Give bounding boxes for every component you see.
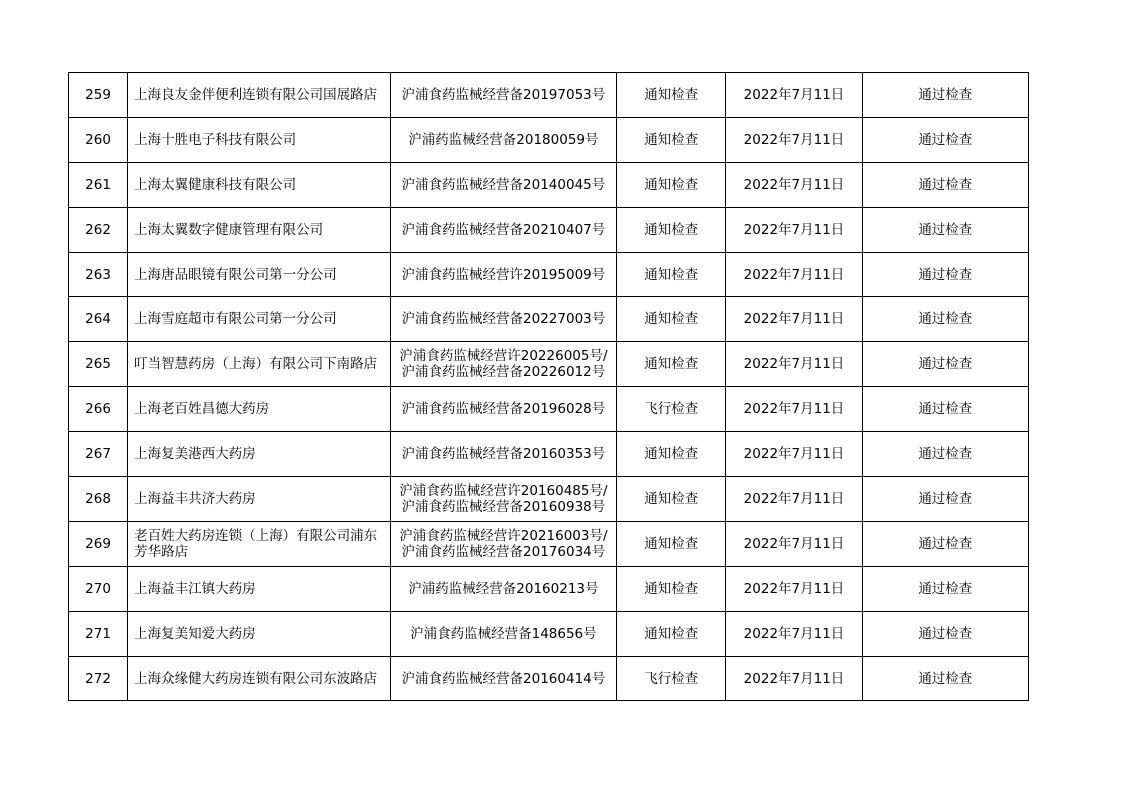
certificate-number-text: 沪浦食药监械经营备20227003号 xyxy=(401,311,606,328)
table-row xyxy=(69,387,1029,432)
row-number-text: 268 xyxy=(85,490,111,507)
certificate-number-cell xyxy=(390,432,616,477)
certificate-number-text: 沪浦食药监械经营备20196028号 xyxy=(401,401,606,418)
row-number-cell xyxy=(69,207,128,252)
company-name-cell xyxy=(128,477,391,522)
inspection-result-cell xyxy=(862,207,1028,252)
certificate-number-cell xyxy=(390,387,616,432)
company-name-text: 上海复美知爱大药房 xyxy=(134,625,256,642)
company-name-cell xyxy=(128,566,391,611)
table-row xyxy=(69,297,1029,342)
table-row xyxy=(69,117,1029,162)
company-name-text: 上海益丰共济大药房 xyxy=(134,490,256,507)
table-row xyxy=(69,656,1029,701)
inspection-date-cell xyxy=(726,387,862,432)
company-name-text: 上海良友金伴便利连锁有限公司国展路店 xyxy=(134,86,378,103)
inspection-result-text: 通过检查 xyxy=(918,670,973,687)
inspection-date-cell xyxy=(726,432,862,477)
inspection-date-cell xyxy=(726,162,862,207)
inspection-date-cell xyxy=(726,611,862,656)
row-number-text: 261 xyxy=(85,176,111,193)
row-number-cell xyxy=(69,611,128,656)
certificate-number-text: 沪浦食药监械经营备20160414号 xyxy=(401,670,606,687)
inspection-type-text: 通知检查 xyxy=(644,535,699,552)
inspection-type-cell xyxy=(617,252,726,297)
inspection-date-cell xyxy=(726,566,862,611)
inspection-result-cell xyxy=(862,566,1028,611)
certificate-number-cell xyxy=(390,566,616,611)
company-name-text: 上海十胜电子科技有限公司 xyxy=(134,131,297,148)
row-number-cell xyxy=(69,117,128,162)
company-name-cell xyxy=(128,252,391,297)
inspection-type-text: 飞行检查 xyxy=(644,401,699,418)
company-name-cell xyxy=(128,117,391,162)
inspection-type-cell xyxy=(617,297,726,342)
company-name-text: 老百姓大药房连锁（上海）有限公司浦东芳华路店 xyxy=(134,527,378,560)
inspection-type-cell xyxy=(617,117,726,162)
table-row xyxy=(69,252,1029,297)
company-name-cell xyxy=(128,611,391,656)
row-number-cell xyxy=(69,387,128,432)
inspection-date-cell xyxy=(726,207,862,252)
company-name-text: 叮当智慧药房（上海）有限公司下南路店 xyxy=(134,356,378,373)
inspection-type-cell xyxy=(617,207,726,252)
inspection-type-text: 通知检查 xyxy=(644,86,699,103)
inspection-type-text: 通知检查 xyxy=(644,176,699,193)
inspection-type-text: 通知检查 xyxy=(644,266,699,283)
inspection-result-cell xyxy=(862,387,1028,432)
inspection-date-text: 2022年7月11日 xyxy=(743,625,845,642)
company-name-text: 上海众缘健大药房连锁有限公司东波路店 xyxy=(134,670,378,687)
company-name-cell xyxy=(128,432,391,477)
row-number-text: 272 xyxy=(85,670,111,687)
inspection-type-text: 通知检查 xyxy=(644,625,699,642)
row-number-cell xyxy=(69,566,128,611)
certificate-number-cell xyxy=(390,207,616,252)
row-number-cell xyxy=(69,162,128,207)
inspection-type-text: 通知检查 xyxy=(644,446,699,463)
inspection-type-text: 通知检查 xyxy=(644,311,699,328)
inspection-type-text: 通知检查 xyxy=(644,221,699,238)
inspection-table-body xyxy=(69,73,1029,701)
inspection-date-text: 2022年7月11日 xyxy=(743,490,845,507)
inspection-result-text: 通过检查 xyxy=(918,131,973,148)
inspection-date-cell xyxy=(726,73,862,118)
table-row xyxy=(69,73,1029,118)
inspection-date-cell xyxy=(726,342,862,387)
company-name-text: 上海雪庭超市有限公司第一分公司 xyxy=(134,311,337,328)
inspection-type-cell xyxy=(617,73,726,118)
inspection-result-cell xyxy=(862,611,1028,656)
inspection-type-cell xyxy=(617,477,726,522)
inspection-date-cell xyxy=(726,521,862,566)
inspection-date-text: 2022年7月11日 xyxy=(743,176,845,193)
certificate-number-cell xyxy=(390,297,616,342)
inspection-result-cell xyxy=(862,521,1028,566)
row-number-text: 265 xyxy=(85,356,111,373)
certificate-number-cell xyxy=(390,162,616,207)
inspection-table xyxy=(68,72,1029,701)
inspection-result-text: 通过检查 xyxy=(918,86,973,103)
inspection-date-text: 2022年7月11日 xyxy=(743,311,845,328)
inspection-result-cell xyxy=(862,162,1028,207)
inspection-date-cell xyxy=(726,117,862,162)
certificate-number-cell xyxy=(390,342,616,387)
inspection-date-text: 2022年7月11日 xyxy=(743,446,845,463)
company-name-cell xyxy=(128,387,391,432)
certificate-number-text: 沪浦食药监械经营许20195009号 xyxy=(401,266,606,283)
certificate-number-cell xyxy=(390,656,616,701)
row-number-text: 259 xyxy=(85,86,111,103)
inspection-date-text: 2022年7月11日 xyxy=(743,535,845,552)
row-number-cell xyxy=(69,521,128,566)
table-row xyxy=(69,521,1029,566)
inspection-date-text: 2022年7月11日 xyxy=(743,356,845,373)
inspection-type-cell xyxy=(617,162,726,207)
certificate-number-cell xyxy=(390,611,616,656)
company-name-text: 上海老百姓昌德大药房 xyxy=(134,401,270,418)
certificate-number-cell xyxy=(390,252,616,297)
company-name-text: 上海益丰江镇大药房 xyxy=(134,580,256,597)
inspection-date-cell xyxy=(726,656,862,701)
inspection-type-cell xyxy=(617,521,726,566)
inspection-date-text: 2022年7月11日 xyxy=(743,580,845,597)
row-number-cell xyxy=(69,656,128,701)
inspection-date-text: 2022年7月11日 xyxy=(743,266,845,283)
table-row xyxy=(69,342,1029,387)
row-number-text: 270 xyxy=(85,580,111,597)
inspection-type-cell xyxy=(617,611,726,656)
inspection-result-text: 通过检查 xyxy=(918,176,973,193)
certificate-number-cell xyxy=(390,117,616,162)
inspection-result-cell xyxy=(862,117,1028,162)
company-name-cell xyxy=(128,656,391,701)
inspection-result-cell xyxy=(862,73,1028,118)
inspection-date-cell xyxy=(726,297,862,342)
table-row xyxy=(69,477,1029,522)
inspection-type-text: 通知检查 xyxy=(644,356,699,373)
inspection-type-text: 飞行检查 xyxy=(644,670,699,687)
row-number-text: 260 xyxy=(85,131,111,148)
inspection-result-text: 通过检查 xyxy=(918,221,973,238)
inspection-result-text: 通过检查 xyxy=(918,356,973,373)
row-number-cell xyxy=(69,297,128,342)
inspection-type-cell xyxy=(617,566,726,611)
table-row xyxy=(69,566,1029,611)
row-number-text: 269 xyxy=(85,535,111,552)
inspection-type-cell xyxy=(617,656,726,701)
inspection-type-text: 通知检查 xyxy=(644,131,699,148)
inspection-result-cell xyxy=(862,477,1028,522)
inspection-result-text: 通过检查 xyxy=(918,401,973,418)
inspection-date-text: 2022年7月11日 xyxy=(743,221,845,238)
inspection-result-text: 通过检查 xyxy=(918,311,973,328)
inspection-type-text: 通知检查 xyxy=(644,490,699,507)
certificate-number-cell xyxy=(390,73,616,118)
inspection-type-cell xyxy=(617,387,726,432)
inspection-result-text: 通过检查 xyxy=(918,266,973,283)
inspection-date-text: 2022年7月11日 xyxy=(743,86,845,103)
row-number-text: 262 xyxy=(85,221,111,238)
company-name-cell xyxy=(128,73,391,118)
inspection-result-text: 通过检查 xyxy=(918,535,973,552)
certificate-number-text: 沪浦食药监械经营许20160485号/ 沪浦食药监械经营备20160938号 xyxy=(399,482,608,515)
inspection-result-cell xyxy=(862,252,1028,297)
company-name-cell xyxy=(128,162,391,207)
certificate-number-text: 沪浦药监械经营备20160213号 xyxy=(408,580,599,597)
certificate-number-text: 沪浦食药监械经营许20226005号/ 沪浦食药监械经营备20226012号 xyxy=(399,348,608,381)
row-number-text: 266 xyxy=(85,401,111,418)
inspection-result-cell xyxy=(862,342,1028,387)
row-number-cell xyxy=(69,432,128,477)
company-name-cell xyxy=(128,207,391,252)
row-number-cell xyxy=(69,477,128,522)
inspection-result-cell xyxy=(862,656,1028,701)
certificate-number-text: 沪浦食药监械经营备148656号 xyxy=(410,625,597,642)
inspection-date-cell xyxy=(726,477,862,522)
certificate-number-text: 沪浦食药监械经营许20216003号/ 沪浦食药监械经营备20176034号 xyxy=(399,527,608,560)
table-row xyxy=(69,432,1029,477)
certificate-number-cell xyxy=(390,477,616,522)
company-name-text: 上海复美港西大药房 xyxy=(134,446,256,463)
certificate-number-text: 沪浦食药监械经营备20210407号 xyxy=(401,221,606,238)
inspection-result-text: 通过检查 xyxy=(918,446,973,463)
company-name-text: 上海太翼健康科技有限公司 xyxy=(134,176,297,193)
certificate-number-cell xyxy=(390,521,616,566)
inspection-type-cell xyxy=(617,342,726,387)
company-name-cell xyxy=(128,342,391,387)
table-row xyxy=(69,611,1029,656)
company-name-cell xyxy=(128,521,391,566)
inspection-result-text: 通过检查 xyxy=(918,625,973,642)
row-number-cell xyxy=(69,73,128,118)
inspection-result-cell xyxy=(862,432,1028,477)
row-number-text: 267 xyxy=(85,446,111,463)
row-number-cell xyxy=(69,342,128,387)
inspection-date-text: 2022年7月11日 xyxy=(743,131,845,148)
inspection-date-text: 2022年7月11日 xyxy=(743,670,845,687)
inspection-type-cell xyxy=(617,432,726,477)
company-name-text: 上海太翼数字健康管理有限公司 xyxy=(134,221,324,238)
company-name-cell xyxy=(128,297,391,342)
inspection-type-text: 通知检查 xyxy=(644,580,699,597)
table-row xyxy=(69,162,1029,207)
inspection-result-text: 通过检查 xyxy=(918,490,973,507)
certificate-number-text: 沪浦药监械经营备20180059号 xyxy=(408,131,599,148)
certificate-number-text: 沪浦食药监械经营备20197053号 xyxy=(401,86,606,103)
table-row xyxy=(69,207,1029,252)
inspection-date-cell xyxy=(726,252,862,297)
company-name-text: 上海唐品眼镜有限公司第一分公司 xyxy=(134,266,337,283)
inspection-result-text: 通过检查 xyxy=(918,580,973,597)
certificate-number-text: 沪浦食药监械经营备20140045号 xyxy=(401,176,606,193)
row-number-text: 263 xyxy=(85,266,111,283)
certificate-number-text: 沪浦食药监械经营备20160353号 xyxy=(401,446,606,463)
row-number-text: 271 xyxy=(85,625,111,642)
inspection-result-cell xyxy=(862,297,1028,342)
row-number-cell xyxy=(69,252,128,297)
row-number-text: 264 xyxy=(85,311,111,328)
inspection-date-text: 2022年7月11日 xyxy=(743,401,845,418)
